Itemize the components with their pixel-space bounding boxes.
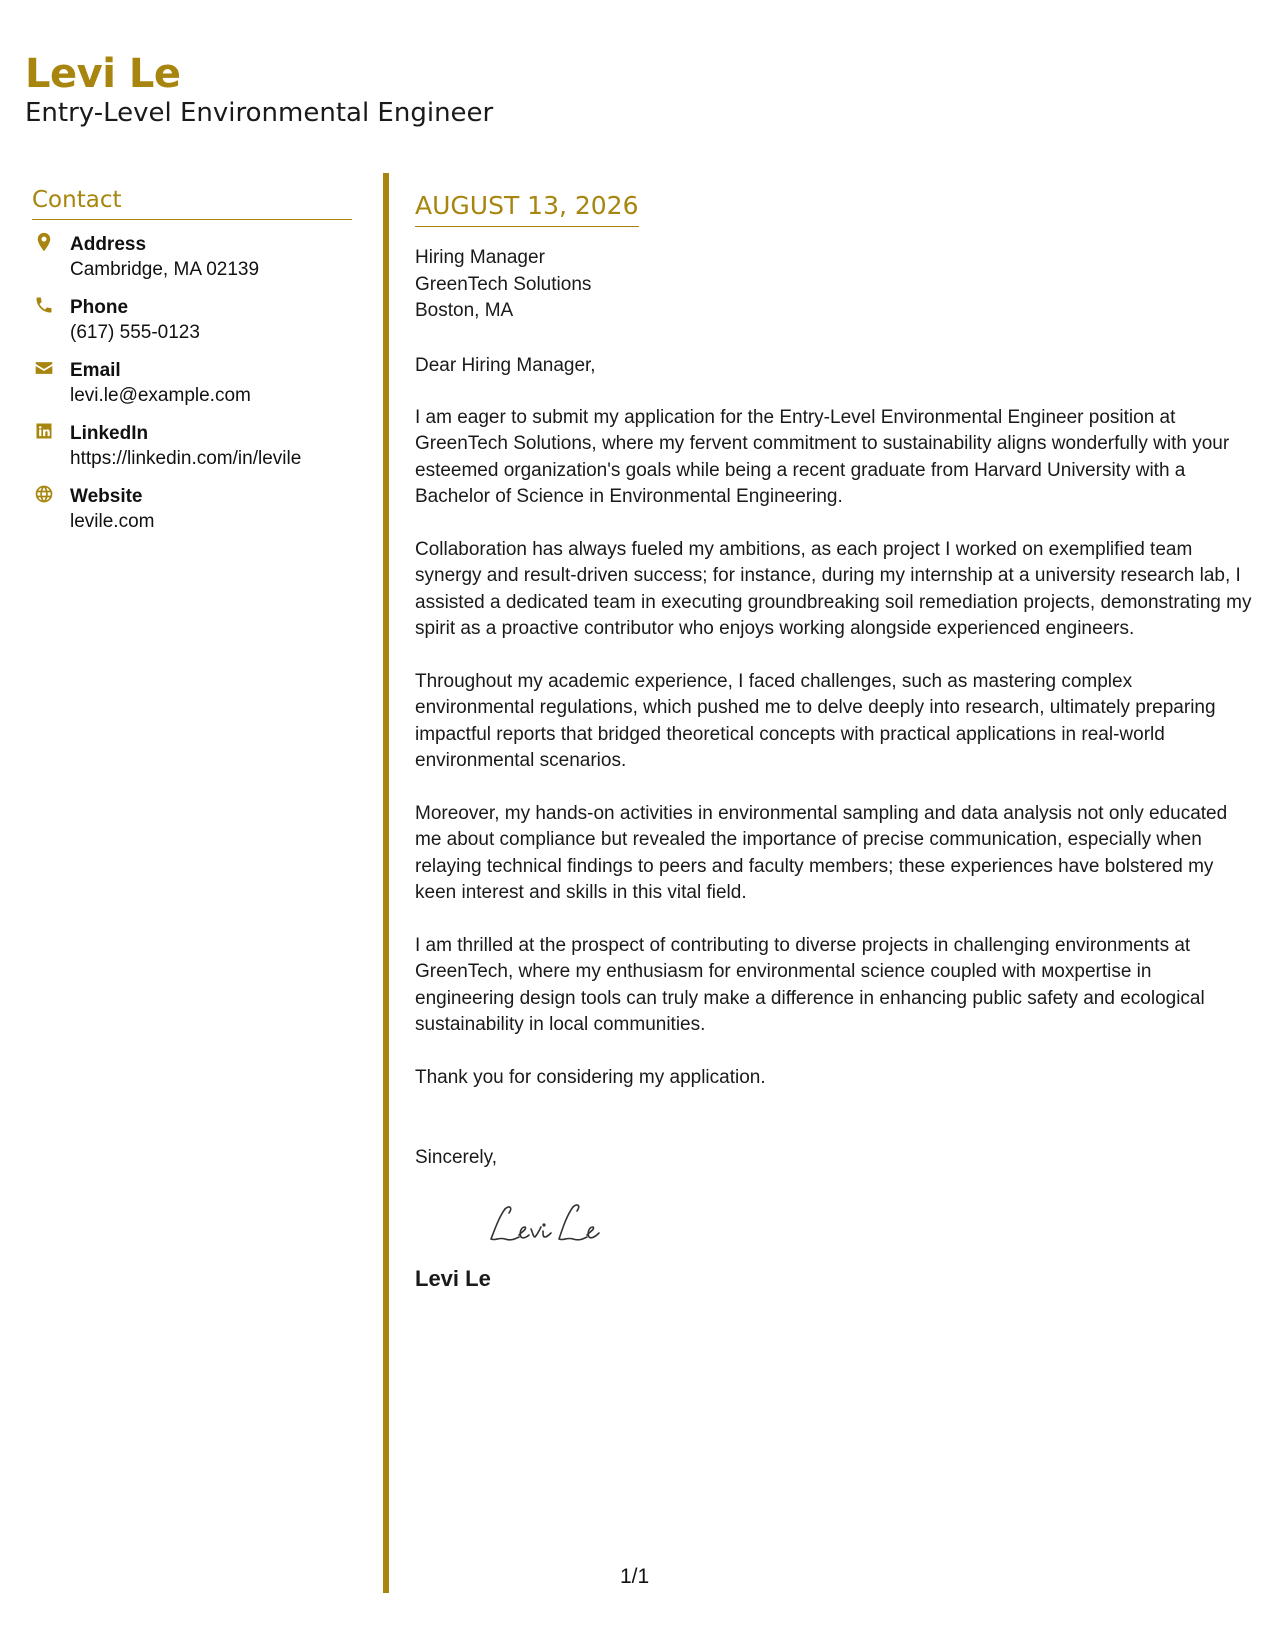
envelope-icon bbox=[32, 358, 56, 382]
contact-item-website bbox=[32, 484, 352, 534]
contact-label: Website bbox=[70, 486, 143, 507]
body-paragraph: Moreover, my hands-on activities in environmental sampling and data analysis not only educated me about compliance but revealed the importance of precise communication, especially when relaying technical findings to peers and faculty members; these experiences have bolstered my keen interest and skills in this vital field. bbox=[415, 802, 1228, 903]
linkedin-value[interactable]: https://linkedin.com/in/levile bbox=[70, 448, 302, 469]
recipient-block bbox=[415, 245, 1255, 325]
recipient-line: Boston, MA bbox=[415, 300, 514, 321]
body-paragraph: Thank you for considering my application. bbox=[415, 1066, 766, 1088]
map-pin-icon bbox=[32, 232, 56, 256]
closing: Sincerely, bbox=[415, 1147, 498, 1168]
body-paragraph: I am eager to submit my application for the Entry-Level Environmental Engineer position at GreenTech Solutions, where my fervent commitment to sustainability aligns wonderfully with your esteemed organization's goals while being a recent graduate from Harvard University with a Bachelor of Science in Environmental Engineering. bbox=[415, 406, 1230, 507]
email-value[interactable]: levi.le@example.com bbox=[70, 385, 251, 406]
phone-value: (617) 555-0123 bbox=[70, 322, 200, 343]
handwritten-signature bbox=[485, 1195, 615, 1255]
body-paragraph: I am thrilled at the prospect of contributing to diverse projects in challenging environments at GreenTech, where my enthusiasm for environmental science coupled with ᴍoxpertise in engineering design tools can truly make a difference in enhancing public safety and ecological sustainability in local communities. bbox=[415, 934, 1205, 1035]
contact-section-title: Contact bbox=[32, 185, 352, 220]
contact-label: Address bbox=[70, 234, 147, 255]
contact-list bbox=[32, 232, 352, 534]
contact-label: Email bbox=[70, 360, 121, 381]
signature-name: Levi Le bbox=[415, 1266, 491, 1291]
body-paragraph: Collaboration has always fueled my ambitions, as each project I worked on exemplified team synergy and result-driven success; for instance, during my internship at a university research lab, I assisted a dedicated team in executing groundbreaking soil remediation projects, demonstrating my spirit as a proactive contributor who enjoys working alongside experienced engineers. bbox=[415, 538, 1252, 639]
linkedin-icon bbox=[32, 421, 56, 445]
letter-header bbox=[25, 50, 493, 130]
globe-icon bbox=[32, 484, 56, 508]
vertical-divider bbox=[383, 173, 389, 1593]
contact-sidebar bbox=[32, 185, 352, 547]
salutation: Dear Hiring Manager, bbox=[415, 354, 596, 376]
page-number: 1/1 bbox=[620, 1565, 650, 1588]
contact-label: LinkedIn bbox=[70, 423, 149, 444]
phone-icon bbox=[32, 295, 56, 319]
contact-item-address bbox=[32, 232, 352, 282]
applicant-name: Levi Le bbox=[25, 51, 181, 97]
contact-item-email bbox=[32, 358, 352, 408]
contact-item-linkedin bbox=[32, 421, 352, 471]
address-value: Cambridge, MA 02139 bbox=[70, 259, 260, 280]
recipient-line: GreenTech Solutions bbox=[415, 273, 592, 295]
contact-item-phone bbox=[32, 295, 352, 345]
contact-label: Phone bbox=[70, 297, 129, 318]
website-value[interactable]: levile.com bbox=[70, 511, 155, 532]
letter-date: AUGUST 13, 2026 bbox=[415, 190, 639, 227]
applicant-title: Entry-Level Environmental Engineer bbox=[25, 98, 494, 128]
letter-body bbox=[415, 190, 1255, 1293]
body-paragraph: Throughout my academic experience, I faced challenges, such as mastering complex environmental regulations, which pushed me to delve deeply into research, ultimately preparing impactful reports that bridged theoretical concepts with practical applications in real-world environmental scenarios. bbox=[415, 670, 1216, 771]
recipient-line: Hiring Manager bbox=[415, 247, 545, 268]
